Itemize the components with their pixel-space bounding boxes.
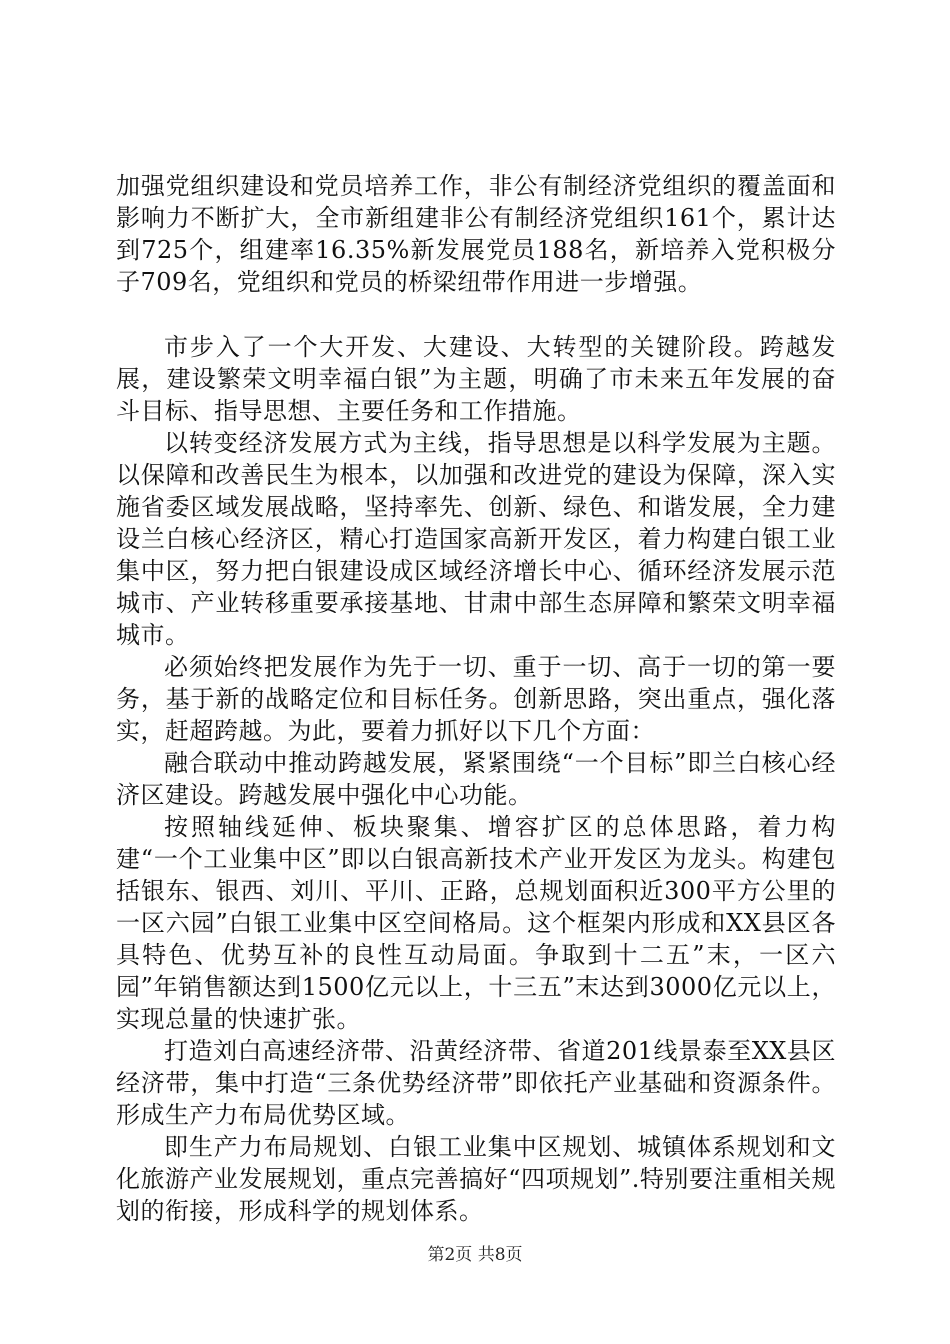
page-number-footer: 第2页 共8页 bbox=[427, 1245, 523, 1265]
document-body bbox=[116, 170, 836, 1227]
paragraph-industrial-zone: 按照轴线延伸、板块聚集、增容扩区的总体思路，着力构建“一个工业集中区”即以白银高新技术产业开发区为龙头。构建包括银东、银西、刘川、平川、正路，总规划面积近300平方公里的一区六园”白银工业集中区空间格局。这个框架内形成和XX县区各具特色、优势互补的良性互动局面。争取到十二五”末，一区六园”年销售额达到1500亿元以上，十三五”末达到3000亿元以上，实现总量的快速扩张。 bbox=[116, 813, 836, 1033]
paragraph-party-building: 加强党组织建设和党员培养工作，非公有制经济党组织的覆盖面和影响力不断扩大，全市新组建非公有制经济党组织161个，累计达到725个，组建率16.35%新发展党员188名，新培养入党积极分子709名，党组织和党员的桥梁纽带作用进一步增强。 bbox=[116, 172, 836, 296]
paragraph-one-goal: 融合联动中推动跨越发展，紧紧围绕“一个目标”即兰白核心经济区建设。跨越发展中强化中心功能。 bbox=[116, 749, 836, 809]
paragraph-four-plans: 即生产力布局规划、白银工业集中区规划、城镇体系规划和文化旅游产业发展规划，重点完善搞好“四项规划”.特别要注重相关规划的衔接，形成科学的规划体系。 bbox=[116, 1133, 836, 1225]
paragraph-guiding-ideology: 以转变经济发展方式为主线，指导思想是以科学发展为主题。以保障和改善民生为根本，以加强和改进党的建设为保障，深入实施省委区域发展战略，坚持率先、创新、绿色、和谐发展，全力建设兰白核心经济区，精心打造国家高新开发区，着力构建白银工业集中区，努力把白银建设成区域经济增长中心、循环经济发展示范城市、产业转移重要承接基地、甘肃中部生态屏障和繁荣文明幸福城市。 bbox=[116, 429, 836, 649]
paragraph-gap bbox=[116, 298, 836, 331]
paragraph-economic-belts: 打造刘白高速经济带、沿黄经济带、省道201线景泰至XX县区经济带，集中打造“三条优势经济带”即依托产业基础和资源条件。形成生产力布局优势区域。 bbox=[116, 1037, 836, 1129]
paragraph-development-stage: 市步入了一个大开发、大建设、大转型的关键阶段。跨越发展，建设繁荣文明幸福白银”为主题，明确了市未来五年发展的奋斗目标、指导思想、主要任务和工作措施。 bbox=[116, 333, 836, 425]
paragraph-primary-task: 必须始终把发展作为先于一切、重于一切、高于一切的第一要务，基于新的战略定位和目标任务。创新思路，突出重点，强化落实，赶超跨越。为此，要着力抓好以下几个方面： bbox=[116, 653, 836, 745]
